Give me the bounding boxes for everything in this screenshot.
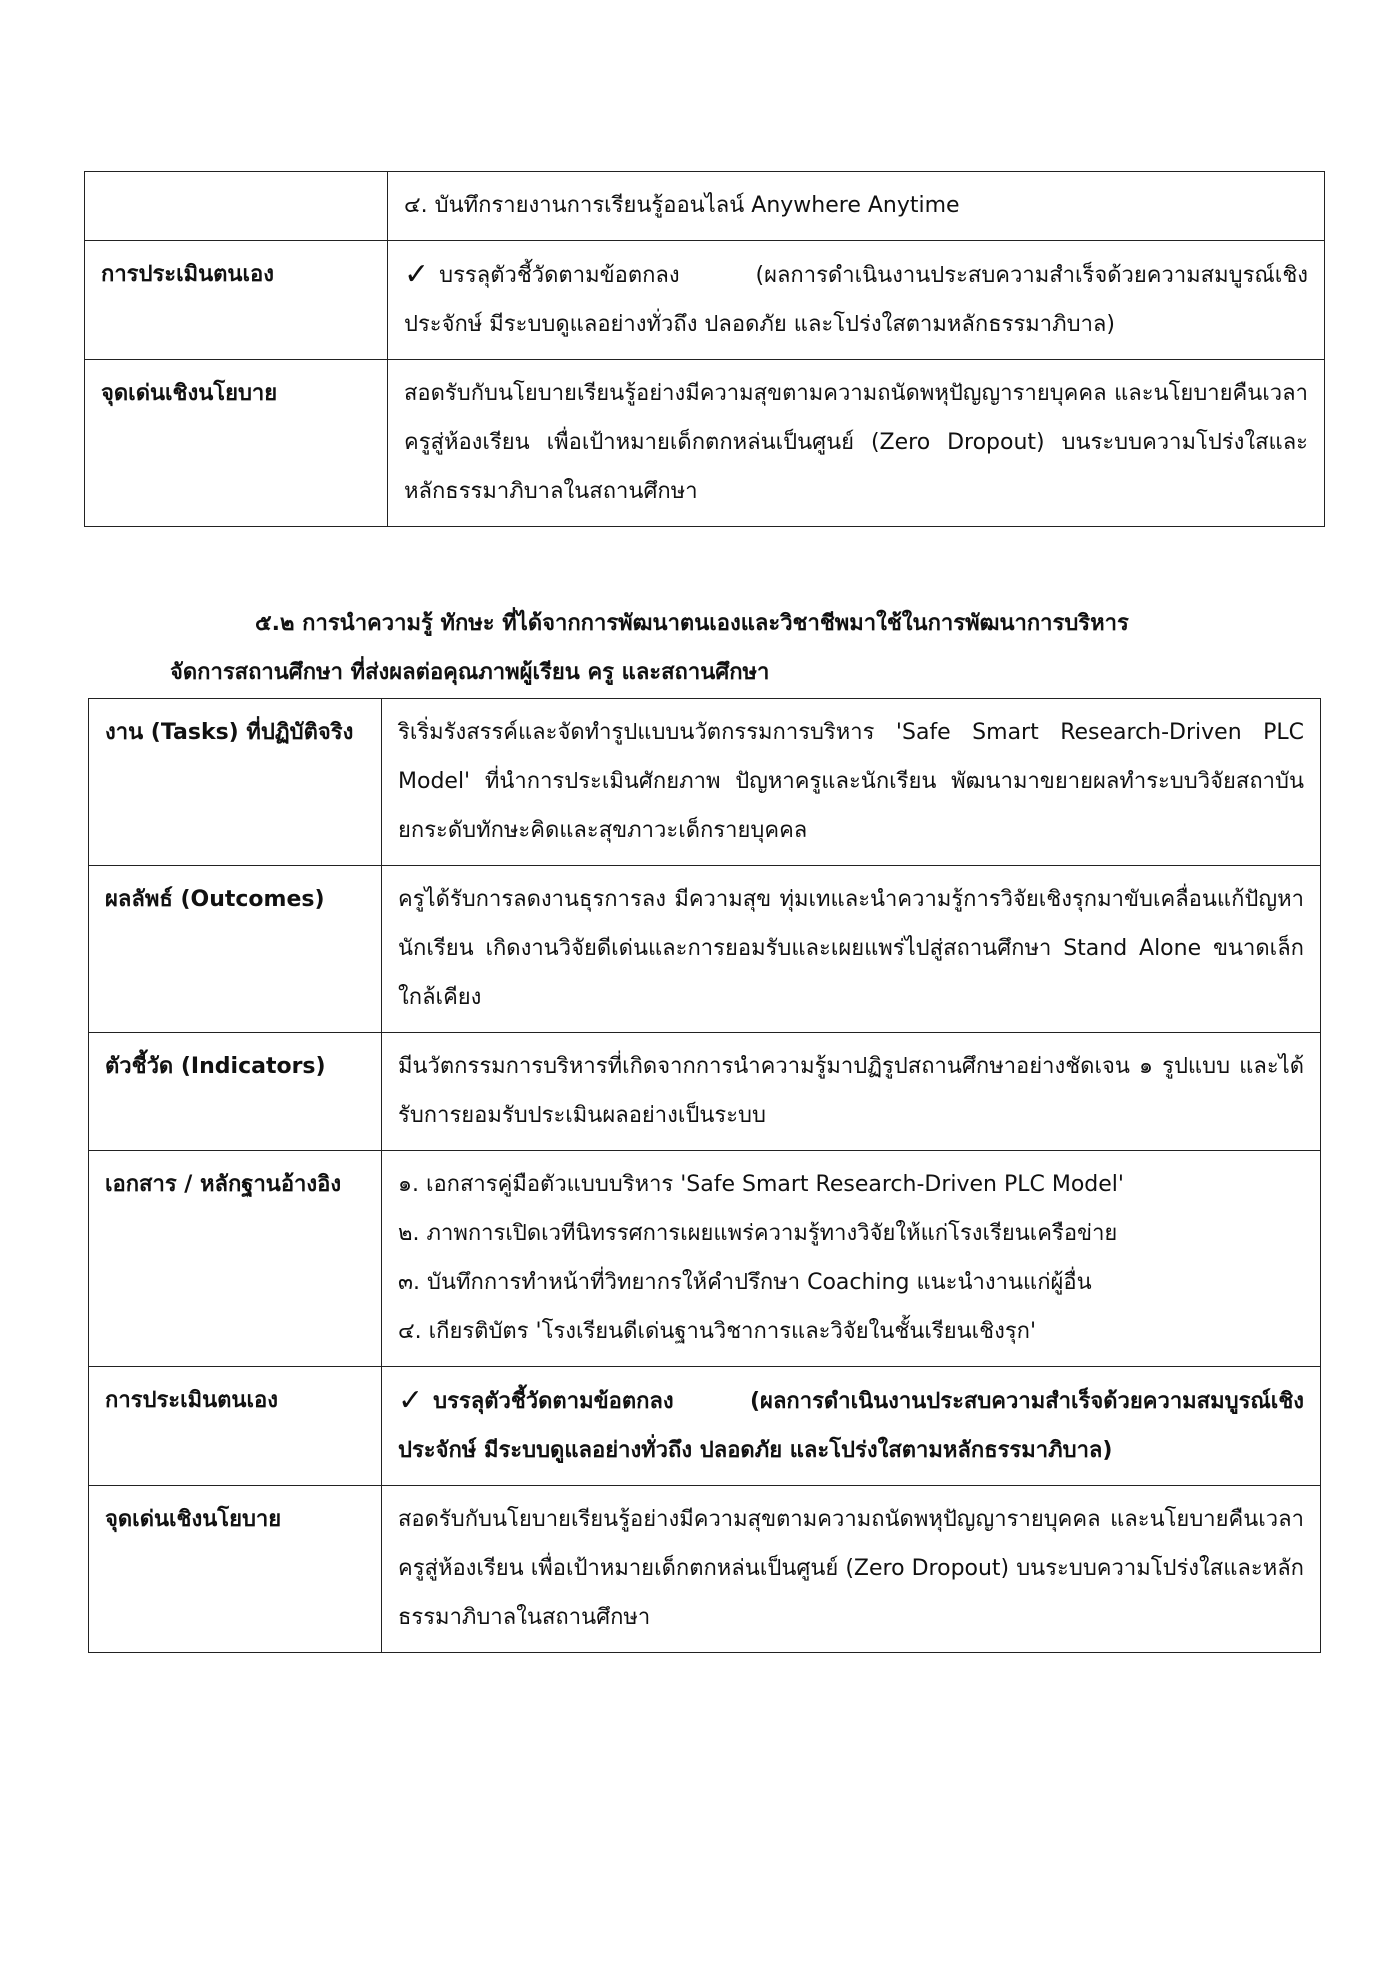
table-row bbox=[89, 1033, 1321, 1151]
policy-highlight-label: จุดเด่นเชิงนโยบาย bbox=[89, 1486, 382, 1653]
policy-highlight-text: สอดรับกับนโยบายเรียนรู้อย่างมีความสุขตามความถนัดพหุปัญญารายบุคคล และนโยบายคืนเวลาครูสู่ห้องเรียน เพื่อเป้าหมายเด็กตกหล่นเป็นศูนย์ (Zero Dropout) บนระบบความโปร่งใสและหลักธรรมาภิบาลในสถานศึกษา bbox=[388, 360, 1325, 527]
policy-highlight-label: จุดเด่นเชิงนโยบาย bbox=[85, 360, 388, 527]
table-row bbox=[89, 866, 1321, 1033]
outcomes-text: ครูได้รับการลดงานธุรการลง มีความสุข ทุ่มเทและนำความรู้การวิจัยเชิงรุกมาขับเคลื่อนแก้ปัญหานักเรียน เกิดงานวิจัยดีเด่นและการยอมรับและเผยแพร่ไปสู่สถานศึกษา Stand Alone ขนาดเล็กใกล้เคียง bbox=[382, 866, 1321, 1033]
outcomes-label: ผลลัพธ์ (Outcomes) bbox=[89, 866, 382, 1033]
section-heading-continued: จัดการสถานศึกษา ที่ส่งผลต่อคุณภาพผู้เรียน ครู และสถานศึกษา bbox=[170, 660, 770, 685]
tasks-label: งาน (Tasks) ที่ปฏิบัติจริง bbox=[89, 699, 382, 866]
evidence-item: ๑. เอกสารคู่มือตัวแบบบริหาร 'Safe Smart Research-Driven PLC Model' bbox=[398, 1172, 1124, 1197]
table-row bbox=[85, 172, 1325, 241]
tasks-text: ริเริ่มรังสรรค์และจัดทำรูปแบบนวัตกรรมการบริหาร 'Safe Smart Research-Driven PLC Model' ที่นำการประเมินศักยภาพ ปัญหาครูและนักเรียน พัฒนามาขยายผลทำระบบวิจัยสถาบัน ยกระดับทักษะคิดและสุขภาวะเด็กรายบุคคล bbox=[382, 699, 1321, 866]
table-row bbox=[85, 241, 1325, 360]
policy-highlight-text: สอดรับกับนโยบายเรียนรู้อย่างมีความสุขตามความถนัดพหุปัญญารายบุคคล และนโยบายคืนเวลาครูสู่ห้องเรียน เพื่อเป้าหมายเด็กตกหล่นเป็นศูนย์ (Zero Dropout) บนระบบความโปร่งใสและหลักธรรมาภิบาลในสถานศึกษา bbox=[382, 1486, 1321, 1653]
table-row bbox=[89, 1486, 1321, 1653]
evidence-item: ๒. ภาพการเปิดเวทีนิทรรศการเผยแพร่ความรู้ทางวิจัยให้แก่โรงเรียนเครือข่าย bbox=[398, 1221, 1118, 1246]
evidence-item: ๔. เกียรติบัตร 'โรงเรียนดีเด่นฐานวิชาการและวิจัยในชั้นเรียนเชิงรุก' bbox=[398, 1319, 1037, 1344]
indicators-label: ตัวชี้วัด (Indicators) bbox=[89, 1033, 382, 1151]
self-assessment-cell bbox=[382, 1367, 1321, 1486]
evidence-label: เอกสาร / หลักฐานอ้างอิง bbox=[89, 1151, 382, 1367]
table-row bbox=[89, 699, 1321, 866]
self-assessment-label: การประเมินตนเอง bbox=[89, 1367, 382, 1486]
row-label bbox=[85, 172, 388, 241]
table-row bbox=[85, 360, 1325, 527]
self-assessment-label: การประเมินตนเอง bbox=[85, 241, 388, 360]
evidence-item: ๓. บันทึกการทำหน้าที่วิทยากรให้คำปรึกษา Coaching แนะนำงานแก่ผู้อื่น bbox=[398, 1270, 1092, 1295]
section-heading: ๕.๒ การนำความรู้ ทักษะ ที่ได้จากการพัฒนาตนเองและวิชาชีพมาใช้ในการพัฒนาการบริหาร bbox=[255, 611, 1129, 636]
evidence-item: ๔. บันทึกรายงานการเรียนรู้ออนไลน์ Anywhere Anytime bbox=[388, 172, 1325, 241]
self-assessment-text: บรรลุตัวชี้วัดตามข้อตกลง (ผลการดำเนินงานประสบความสำเร็จด้วยความสมบูรณ์เชิงประจักษ์ มีระบบดูแลอย่างทั่วถึง ปลอดภัย และโปร่งใสตามหลักธรรมาภิบาล) bbox=[404, 263, 1308, 337]
self-assessment-cell bbox=[388, 241, 1325, 360]
checkmark-icon: ✓ bbox=[404, 257, 430, 292]
indicators-text: มีนวัตกรรมการบริหารที่เกิดจากการนำความรู้มาปฏิรูปสถานศึกษาอย่างชัดเจน ๑ รูปแบบ และได้รับการยอมรับประเมินผลอย่างเป็นระบบ bbox=[382, 1033, 1321, 1151]
table-row bbox=[89, 1367, 1321, 1486]
self-assessment-text: บรรลุตัวชี้วัดตามข้อตกลง (ผลการดำเนินงานประสบความสำเร็จด้วยความสมบูรณ์เชิงประจักษ์ มีระบบดูแลอย่างทั่วถึง ปลอดภัย และโปร่งใสตามหลักธรรมาภิบาล) bbox=[398, 1389, 1304, 1463]
evidence-list bbox=[382, 1151, 1321, 1367]
checkmark-icon: ✓ bbox=[398, 1383, 424, 1418]
table-row bbox=[89, 1151, 1321, 1367]
evaluation-table-continued bbox=[84, 171, 1325, 527]
knowledge-application-table bbox=[88, 698, 1321, 1653]
